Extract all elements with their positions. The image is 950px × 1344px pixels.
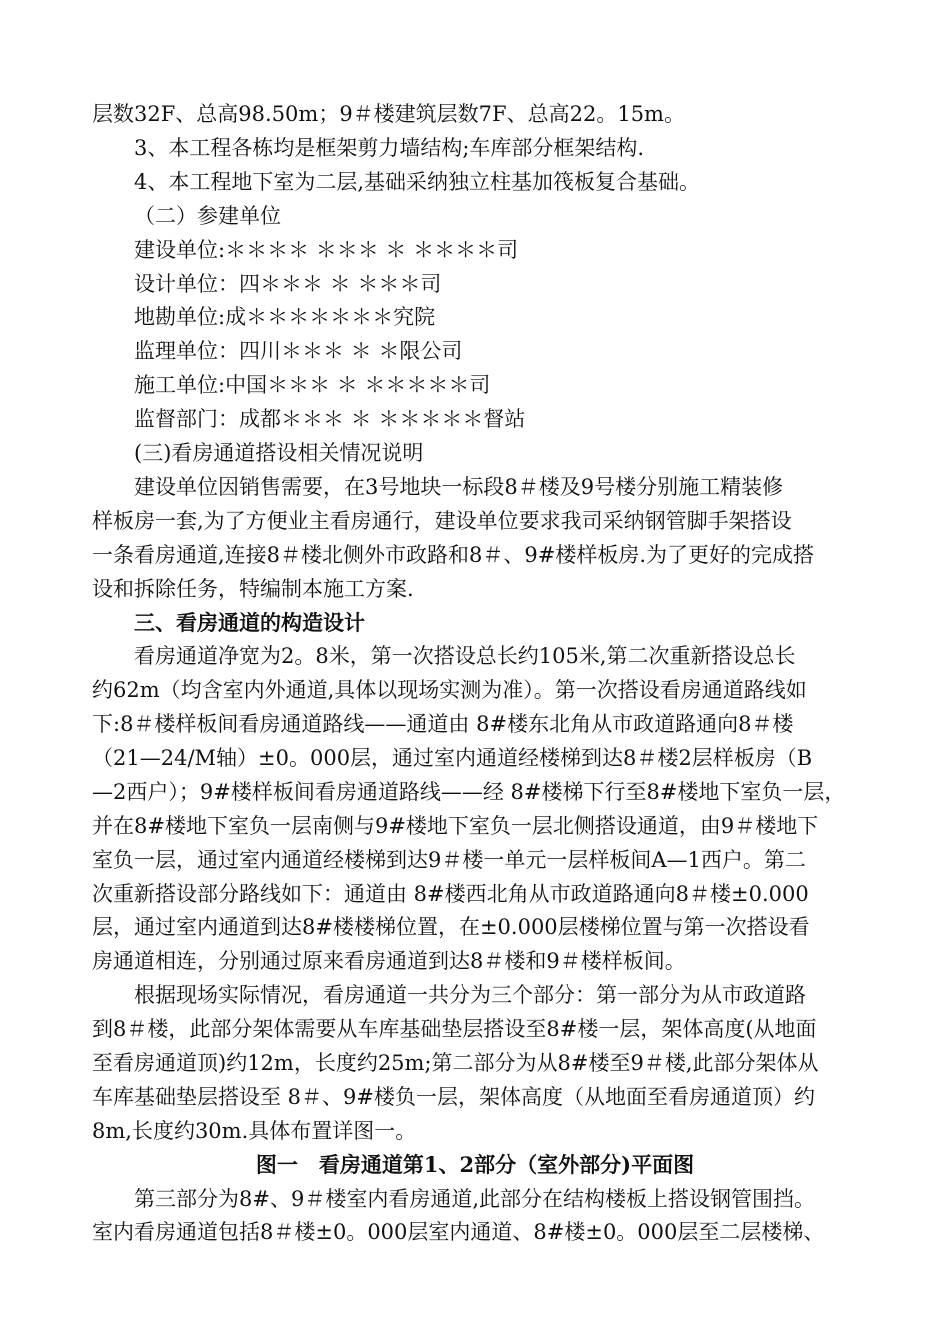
text-line: 一条看房通道,连接8＃楼北侧外市政路和8＃、9#楼样板房.为了更好的完成搭 bbox=[92, 543, 815, 567]
text-line: 并在8#楼地下室负一层南侧与9#楼地下室负一层北侧搭设通道，由9＃楼地下 bbox=[92, 814, 819, 838]
unit-contractor: 施工单位:中国＊＊＊ ＊ ＊＊＊＊＊司 bbox=[134, 373, 491, 397]
section-subheading: (三)看房通道搭设相关情况说明 bbox=[134, 441, 424, 465]
text-line: 室负一层，通过室内通道经楼梯到达9＃楼一单元一层样板间A—1西户。第二 bbox=[92, 848, 806, 872]
text-line: 3、本工程各栋均是框架剪力墙结构;车库部分框架结构. bbox=[134, 136, 645, 160]
text-line: —2西户）；9#楼样板间看房通道路线——经 8#楼梯下行至8#楼地下室负一层， bbox=[92, 780, 846, 804]
text-line: 建设单位因销售需要，在3号地块一标段8＃楼及9号楼分别施工精装修 bbox=[134, 475, 784, 499]
text-line: 4、本工程地下室为二层,基础采纳独立柱基加筏板复合基础。 bbox=[134, 170, 701, 194]
text-line: 房通道相连，分别通过原来看房通道到达8＃楼和9＃楼样板间。 bbox=[92, 949, 686, 973]
section-subheading: （二）参建单位 bbox=[134, 204, 281, 228]
text-line: 次重新搭设部分路线如下：通道由 8#楼西北角从市政道路通向8＃楼±0.000 bbox=[92, 882, 809, 906]
text-line: 下:8＃楼样板间看房通道路线——通道由 8#楼东北角从市政道路通向8＃楼 bbox=[92, 712, 794, 736]
unit-oversight: 监督部门：成都＊＊＊ ＊ ＊＊＊＊＊督站 bbox=[134, 407, 526, 431]
text-line: 第三部分为8#、9＃楼室内看房通道,此部分在结构楼板上搭设钢管围挡。 bbox=[134, 1187, 815, 1211]
text-line: 室内看房通道包括8＃楼±0。000层室内通道、8#楼±0。000层至二层楼梯、 bbox=[92, 1220, 825, 1244]
unit-design: 设计单位：四＊＊＊ ＊ ＊＊＊司 bbox=[134, 272, 442, 296]
section-heading: 三、看房通道的构造设计 bbox=[134, 610, 365, 635]
text-line: 层，通过室内通道到达8#楼楼梯位置，在±0.000层楼梯位置与第一次搭设看 bbox=[92, 915, 810, 939]
text-line: 8m,长度约30m.具体布置详图一。 bbox=[92, 1119, 417, 1143]
text-line: 层数32F、总高98.50m；9＃楼建筑层数7F、总高22。15m。 bbox=[92, 102, 685, 126]
text-line: 车库基础垫层搭设至 8＃、9#楼负一层，架体高度（从地面至看房通道顶）约 bbox=[92, 1085, 815, 1109]
unit-supervision: 监理单位：四川＊＊＊ ＊ ＊限公司 bbox=[134, 339, 463, 363]
text-line: 约62m（均含室内外通道,具体以现场实测为准）。第一次搭设看房通道路线如 bbox=[92, 678, 807, 702]
unit-survey: 地勘单位:成＊＊＊＊＊＊＊究院 bbox=[134, 305, 436, 329]
unit-construction: 建设单位:＊＊＊＊ ＊＊＊ ＊ ＊＊＊＊司 bbox=[134, 238, 519, 262]
text-line: 看房通道净宽为2。8米，第一次搭设总长约105米,第二次重新搭设总长 bbox=[134, 644, 796, 668]
text-line: 设和拆除任务，特编制本施工方案. bbox=[92, 577, 414, 601]
text-line: （21—24/M轴）±0。000层，通过室内通道经楼梯到达8＃楼2层样板房（B bbox=[92, 746, 813, 770]
figure-caption: 图一 看房通道第1、2部分（室外部分)平面图 bbox=[255, 1152, 695, 1177]
text-line: 根据现场实际情况，看房通道一共分为三个部分：第一部分为从市政道路 bbox=[134, 983, 806, 1007]
text-line: 至看房通道顶)约12m，长度约25m;第二部分为从8#楼至9＃楼,此部分架体从 bbox=[92, 1051, 819, 1075]
text-line: 到8＃楼，此部分架体需要从车库基础垫层搭设至8#楼一层，架体高度(从地面 bbox=[92, 1017, 817, 1041]
text-line: 样板房一套,为了方便业主看房通行，建设单位要求我司采纳钢管脚手架搭设 bbox=[92, 509, 792, 533]
